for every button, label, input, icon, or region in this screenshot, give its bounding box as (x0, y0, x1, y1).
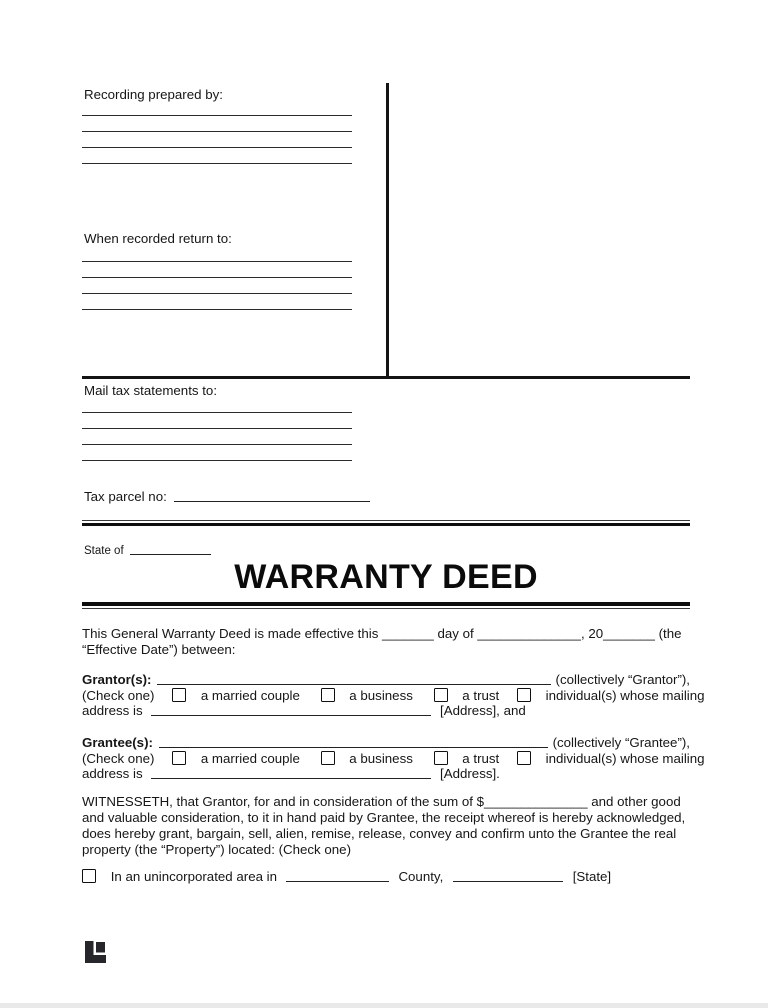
state-of-label: State of (84, 545, 124, 557)
page-title: WARRANTY DEED (234, 558, 538, 596)
grantee-address-prefix: address is (82, 766, 143, 781)
witnesseth-line-2: and valuable consideration, to it in hand paid by Grantee, the receipt whereof is hereby acknowledged, (82, 810, 686, 825)
checkbox-grantor-married-couple[interactable] (172, 688, 186, 702)
return-to-lines (82, 246, 352, 310)
grantor-address-blank[interactable] (151, 704, 431, 716)
legal-templates-logo-icon (85, 941, 106, 963)
return-to-label: When recorded return to: (84, 231, 232, 246)
title-bottom-rule (82, 602, 690, 609)
blank-write-line[interactable] (82, 148, 352, 164)
intro-paragraph (82, 626, 698, 658)
recording-prepared-lines (82, 100, 352, 164)
grantee-section (82, 735, 705, 782)
location-option-row (82, 868, 698, 885)
county-label: County, (398, 869, 444, 884)
grantor-name-blank[interactable] (157, 672, 550, 685)
tax-parcel-label: Tax parcel no: (84, 489, 167, 504)
intro-line-2: “Effective Date”) between: (82, 642, 236, 657)
blank-write-line[interactable] (82, 278, 352, 294)
grantee-option-business: a business (349, 750, 413, 766)
grantee-check-one-label: (Check one) (82, 750, 155, 766)
tax-parcel-blank[interactable] (174, 490, 370, 502)
blank-write-line[interactable] (82, 100, 352, 116)
grantee-option-married-couple: a married couple (200, 750, 300, 766)
witnesseth-line-1: WITNESSETH, that Grantor, for and in consideration of the sum of $______________ and other good (82, 794, 681, 809)
grantee-label: Grantee(s): (82, 735, 153, 750)
blank-write-line[interactable] (82, 262, 352, 278)
page-bottom-edge (0, 1003, 768, 1008)
grantee-address-blank[interactable] (151, 767, 431, 779)
checkbox-grantee-individual[interactable] (517, 751, 531, 765)
blank-write-line[interactable] (82, 116, 352, 132)
grantor-option-married-couple: a married couple (200, 687, 300, 703)
checkbox-grantee-trust[interactable] (434, 751, 448, 765)
grantee-address-suffix: [Address]. (440, 766, 500, 781)
location-text: In an unincorporated area in (110, 869, 278, 884)
mail-tax-label: Mail tax statements to: (84, 383, 218, 398)
grantor-address-prefix: address is (82, 703, 143, 718)
grantor-collectively-text: (collectively “Grantor”), (555, 672, 690, 687)
state-blank[interactable] (453, 870, 563, 882)
recorder-area-vertical-divider (386, 83, 389, 378)
blank-write-line[interactable] (82, 246, 352, 262)
checkbox-grantor-trust[interactable] (434, 688, 448, 702)
checkbox-grantor-individual[interactable] (517, 688, 531, 702)
witnesseth-paragraph (82, 794, 698, 858)
blank-write-line[interactable] (82, 397, 352, 413)
blank-write-line[interactable] (82, 445, 352, 461)
checkbox-unincorporated-area[interactable] (82, 869, 96, 883)
intro-line-1: This General Warranty Deed is made effective this _______ day of ______________, 20_______ (the (82, 626, 682, 641)
grantee-option-trust: a trust (462, 750, 500, 766)
grantor-section (82, 672, 705, 719)
state-of-blank[interactable] (130, 545, 211, 555)
checkbox-grantee-married-couple[interactable] (172, 751, 186, 765)
blank-write-line[interactable] (82, 413, 352, 429)
grantor-option-individual: individual(s) whose mailing (545, 687, 705, 703)
recorder-area-horizontal-rule (82, 376, 690, 379)
county-blank[interactable] (286, 870, 389, 882)
blank-write-line[interactable] (82, 429, 352, 445)
checkbox-grantee-business[interactable] (321, 751, 335, 765)
recording-prepared-label: Recording prepared by: (84, 87, 223, 102)
tax-parcel-row (84, 489, 370, 505)
blank-write-line[interactable] (82, 132, 352, 148)
grantor-label: Grantor(s): (82, 672, 152, 687)
grantee-collectively-text: (collectively “Grantee”), (552, 735, 690, 750)
grantor-option-trust: a trust (462, 687, 500, 703)
witnesseth-line-3: does hereby grant, bargain, sell, alien, remise, release, convey and confirm unto the Grantee the real (82, 826, 677, 841)
grantee-name-blank[interactable] (159, 735, 548, 748)
title-top-rule (82, 520, 690, 526)
state-of-row (84, 544, 211, 558)
checkbox-grantor-business[interactable] (321, 688, 335, 702)
grantee-option-individual: individual(s) whose mailing (545, 750, 705, 766)
blank-write-line[interactable] (82, 294, 352, 310)
grantor-address-suffix: [Address], and (440, 703, 526, 718)
mail-tax-lines (82, 397, 352, 461)
grantor-option-business: a business (349, 687, 413, 703)
state-bracket-label: [State] (572, 869, 612, 884)
witnesseth-line-4: property (the “Property”) located: (Check one) (82, 842, 352, 857)
grantor-check-one-label: (Check one) (82, 687, 155, 703)
